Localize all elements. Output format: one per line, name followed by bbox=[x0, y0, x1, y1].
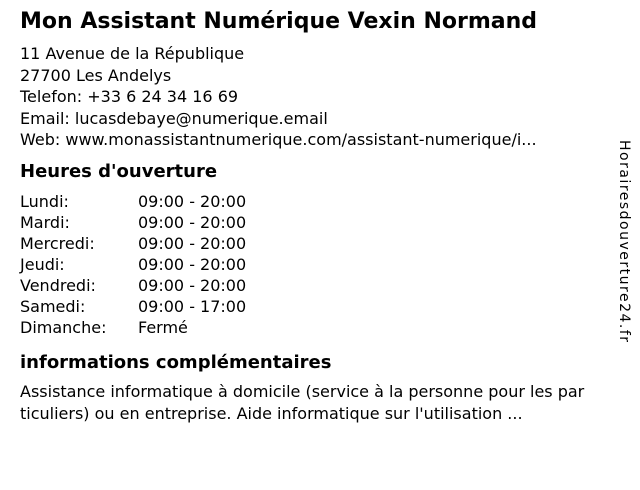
opening-hours-title: Heures d'ouverture bbox=[20, 160, 218, 182]
day-hours: 09:00 - 20:00 bbox=[138, 233, 247, 253]
day-label: Jeudi: bbox=[20, 254, 65, 274]
phone-value: +33 6 24 34 16 69 bbox=[87, 87, 239, 106]
day-hours: 09:00 - 20:00 bbox=[138, 254, 247, 274]
web-value: www.monassistantnumerique.com/assistant-numerique/i... bbox=[65, 130, 537, 149]
hours-row-wednesday bbox=[20, 233, 640, 254]
hours-row-thursday bbox=[20, 254, 640, 275]
day-label: Samedi: bbox=[20, 296, 86, 316]
opening-hours-table bbox=[20, 191, 640, 338]
hours-row-monday bbox=[20, 191, 640, 212]
day-hours: 09:00 - 20:00 bbox=[138, 212, 247, 232]
day-label: Mardi: bbox=[20, 212, 70, 232]
email-value: lucasdebaye@numerique.email bbox=[74, 108, 328, 128]
hours-row-saturday bbox=[20, 296, 640, 317]
day-hours: 09:00 - 20:00 bbox=[138, 275, 247, 295]
hours-row-tuesday bbox=[20, 212, 640, 233]
day-label: Mercredi: bbox=[20, 233, 95, 253]
day-label: Dimanche: bbox=[20, 317, 107, 337]
contact-block bbox=[20, 43, 640, 151]
page-title: Mon Assistant Numérique Vexin Normand bbox=[20, 9, 538, 34]
day-label: Vendredi: bbox=[20, 275, 96, 295]
description-line-1: Assistance informatique à domicile (service à la personne pour les par bbox=[20, 381, 585, 401]
day-label: Lundi: bbox=[20, 191, 69, 211]
email-label: Email: bbox=[20, 108, 70, 128]
web-line bbox=[20, 129, 640, 151]
day-hours: Fermé bbox=[138, 317, 188, 337]
address-line-1: 11 Avenue de la République bbox=[20, 44, 245, 63]
additional-info-title: informations complémentaires bbox=[20, 351, 332, 373]
email-line bbox=[20, 108, 640, 130]
phone-line bbox=[20, 86, 640, 108]
hours-row-sunday bbox=[20, 317, 640, 338]
day-hours: 09:00 - 17:00 bbox=[138, 296, 247, 316]
site-watermark-vertical: Horairesdouverture24.fr bbox=[616, 140, 632, 344]
hours-row-friday bbox=[20, 275, 640, 296]
additional-info-text bbox=[20, 381, 640, 425]
day-hours: 09:00 - 20:00 bbox=[138, 191, 247, 211]
description-line-2: ticuliers) ou en entreprise. Aide informatique sur l'utilisation ... bbox=[20, 403, 523, 423]
address-line-2: 27700 Les Andelys bbox=[20, 65, 172, 85]
phone-label: Telefon: bbox=[20, 87, 83, 106]
web-label: Web: bbox=[20, 130, 61, 149]
business-listing-page bbox=[0, 10, 640, 490]
